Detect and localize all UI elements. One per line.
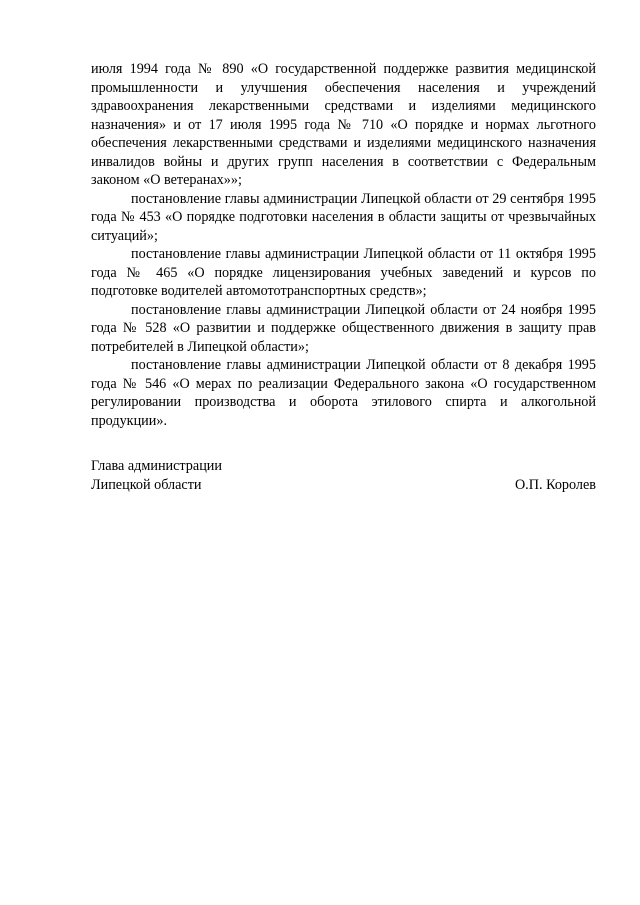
document-body — [91, 60, 596, 430]
paragraph-resolution-453: постановление главы администрации Липецкой области от 29 сентября 1995 года № 453 «О порядке подготовки населения в области защиты от чрезвычайных ситуаций»; — [91, 190, 596, 244]
signatory-name: О.П. Королев — [514, 476, 596, 493]
signature-block — [91, 457, 596, 494]
signature-title-line1: Глава администрации — [91, 458, 222, 474]
paragraph-resolution-465: постановление главы администрации Липецкой области от 11 октября 1995 года № 465 «О порядке лицензирования учебных заведений и курсов по подготовке водителей автомототранспортных средств»; — [91, 246, 596, 299]
paragraph-resolution-528: постановление главы администрации Липецкой области от 24 ноября 1995 года № 528 «О развитии и поддержке общественного движения в защиту прав потребителей в Липецкой области»; — [91, 301, 596, 355]
signature-row — [91, 476, 596, 495]
signature-title-line2: Липецкой области — [91, 476, 202, 493]
paragraph-resolution-546: постановление главы администрации Липецкой области от 8 декабря 1995 года № 546 «О мерах по реализации Федерального закона «О государственном регулировании производства и оборота этилового спирта и алкогольной продукции». — [91, 357, 596, 429]
paragraph-continuation: июля 1994 года № 890 «О государственной поддержке развития медицинской промышленности и улучшения обеспечения населения и учреждений здравоохранения лекарственными средствами и изделиями медицинского назначения» и от 17 июля 1995 года № 710 «О порядке и нормах льготного обеспечения лекарственными средствами и изделиями медицинского назначения инвалидов войны и других групп населения в соответствии с Федеральным законом «О ветеранах»»; — [91, 61, 596, 188]
